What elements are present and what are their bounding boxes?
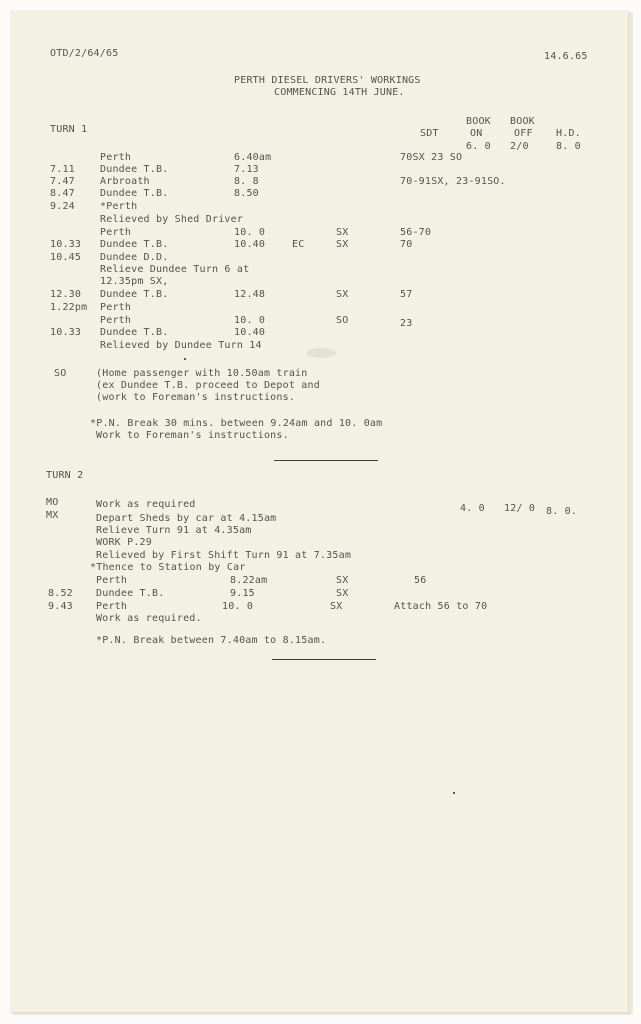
turn1-book-on-value: 6. 0 bbox=[466, 141, 491, 152]
row-departure-time: 10. 0 bbox=[234, 227, 266, 238]
turn2-line-2: Depart Sheds by car at 4.15am bbox=[96, 513, 277, 524]
pn-note-1: *P.N. Break 30 mins. between 9.24am and 10. 0am bbox=[90, 418, 383, 429]
row-arrival-time: 12.30 bbox=[50, 289, 82, 300]
row-arrival-time: 7.11 bbox=[50, 164, 75, 175]
title-line-2: COMMENCING 14TH JUNE. bbox=[274, 87, 405, 98]
row-location: Relieved by Dundee Turn 14 bbox=[100, 340, 262, 351]
title-line-1: PERTH DIESEL DRIVERS' WORKINGS bbox=[234, 75, 421, 86]
section-divider-2 bbox=[272, 659, 376, 660]
row-location: Perth bbox=[96, 601, 128, 612]
pn-note-2: Work to Foreman's instructions. bbox=[96, 430, 289, 441]
row-arrival-time: 9.43 bbox=[48, 601, 73, 612]
row-arrival-time: 7.47 bbox=[50, 176, 75, 187]
row-location: Perth bbox=[100, 315, 132, 326]
row-location: Dundee T.B. bbox=[100, 188, 169, 199]
turn2-label: TURN 2 bbox=[46, 470, 84, 481]
row-location: Dundee T.B. bbox=[100, 327, 169, 338]
row-days: SX bbox=[336, 289, 349, 300]
row-location: Dundee D.D. bbox=[100, 252, 169, 263]
col-off-header: OFF bbox=[514, 128, 533, 139]
row-days: SX bbox=[336, 588, 349, 599]
row-arrival-time: 10.33 bbox=[50, 327, 82, 338]
row-location: Perth bbox=[96, 575, 128, 586]
turn2-mo: MO bbox=[46, 497, 59, 508]
turn2-after: Work as required. bbox=[96, 613, 202, 624]
row-arrival-time: 1.22pm bbox=[50, 302, 88, 313]
turn2-line-4: WORK P.29 bbox=[96, 537, 152, 548]
row-departure-time: 12.48 bbox=[234, 289, 266, 300]
turn2-pn-note: *P.N. Break between 7.40am to 8.15am. bbox=[96, 635, 327, 646]
turn2-hd-value: 8. 0. bbox=[546, 506, 578, 517]
row-location: Dundee T.B. bbox=[100, 239, 169, 250]
col-book-off-header: BOOK bbox=[510, 116, 535, 127]
so-note-2: (ex Dundee T.B. proceed to Depot and bbox=[96, 380, 320, 391]
turn1-label: TURN 1 bbox=[50, 124, 88, 135]
row-location: 12.35pm SX, bbox=[100, 276, 169, 287]
turn2-line-5: Relieved by First Shift Turn 91 at 7.35am bbox=[96, 550, 352, 561]
row-location: Arbroath bbox=[100, 176, 150, 187]
ink-mark bbox=[184, 358, 186, 360]
row-days: SX bbox=[336, 575, 349, 586]
row-departure-time: 8.22am bbox=[230, 575, 268, 586]
row-arrival-time: 8.47 bbox=[50, 188, 75, 199]
row-reference: 70SX 23 SO bbox=[400, 152, 463, 163]
so-note-1: (Home passenger with 10.50am train bbox=[96, 368, 308, 379]
row-days: SO bbox=[336, 315, 349, 326]
document-date: 14.6.65 bbox=[544, 51, 588, 62]
row-departure-time: 10.40 bbox=[234, 239, 266, 250]
turn2-book-off-value: 12/ 0 bbox=[504, 503, 536, 514]
row-location: Perth bbox=[100, 152, 132, 163]
row-days: SX bbox=[336, 239, 349, 250]
row-days: SX bbox=[336, 227, 349, 238]
row-reference: 23 bbox=[400, 318, 413, 329]
row-reference: 70-91SX, 23-91SO. bbox=[400, 176, 506, 187]
row-flag: EC bbox=[292, 239, 305, 250]
row-reference: 56-70 bbox=[400, 227, 432, 238]
row-location: Perth bbox=[100, 302, 132, 313]
row-reference: Attach 56 to 70 bbox=[394, 601, 488, 612]
col-hd-header: H.D. bbox=[556, 128, 581, 139]
ink-mark bbox=[453, 792, 455, 794]
turn2-line-3: Relieve Turn 91 at 4.35am bbox=[96, 525, 252, 536]
col-on-header: ON bbox=[470, 128, 483, 139]
row-departure-time: 6.40am bbox=[234, 152, 272, 163]
row-location: Relieve Dundee Turn 6 at bbox=[100, 264, 250, 275]
row-reference: 57 bbox=[400, 289, 413, 300]
turn2-book-on-value: 4. 0 bbox=[460, 503, 485, 514]
row-arrival-time: 8.52 bbox=[48, 588, 73, 599]
row-location: Dundee T.B. bbox=[100, 289, 169, 300]
row-departure-time: 10. 0 bbox=[234, 315, 266, 326]
so-note-3: (work to Foreman's instructions. bbox=[96, 392, 296, 403]
row-location: Relieved by Shed Driver bbox=[100, 214, 244, 225]
document-reference: OTD/2/64/65 bbox=[50, 48, 119, 59]
row-departure-time: 7.13 bbox=[234, 164, 259, 175]
turn1-hd-value: 8. 0 bbox=[556, 141, 581, 152]
document-page bbox=[10, 10, 628, 1012]
row-departure-time: 9.15 bbox=[230, 588, 255, 599]
section-divider bbox=[274, 460, 378, 461]
turn2-line-6: *Thence to Station by Car bbox=[90, 562, 246, 573]
col-sdt-header: SDT bbox=[420, 128, 439, 139]
row-departure-time: 8. 8 bbox=[234, 176, 259, 187]
row-location: Perth bbox=[100, 227, 132, 238]
row-location: Dundee T.B. bbox=[100, 164, 169, 175]
turn2-mx: MX bbox=[46, 510, 59, 521]
so-label: SO bbox=[54, 368, 67, 379]
turn2-line-1: Work as required bbox=[96, 499, 196, 510]
row-reference: 70 bbox=[400, 239, 413, 250]
col-book-on-header: BOOK bbox=[466, 116, 491, 127]
row-arrival-time: 9.24 bbox=[50, 201, 75, 212]
row-arrival-time: 10.45 bbox=[50, 252, 82, 263]
row-departure-time: 10. 0 bbox=[222, 601, 254, 612]
row-departure-time: 8.50 bbox=[234, 188, 259, 199]
row-departure-time: 10.40 bbox=[234, 327, 266, 338]
row-days: SX bbox=[330, 601, 343, 612]
turn1-book-off-value: 2/0 bbox=[510, 141, 529, 152]
paper-stain bbox=[306, 348, 336, 358]
row-arrival-time: 10.33 bbox=[50, 239, 82, 250]
row-reference: 56 bbox=[414, 575, 427, 586]
row-location: *Perth bbox=[100, 201, 138, 212]
row-location: Dundee T.B. bbox=[96, 588, 165, 599]
